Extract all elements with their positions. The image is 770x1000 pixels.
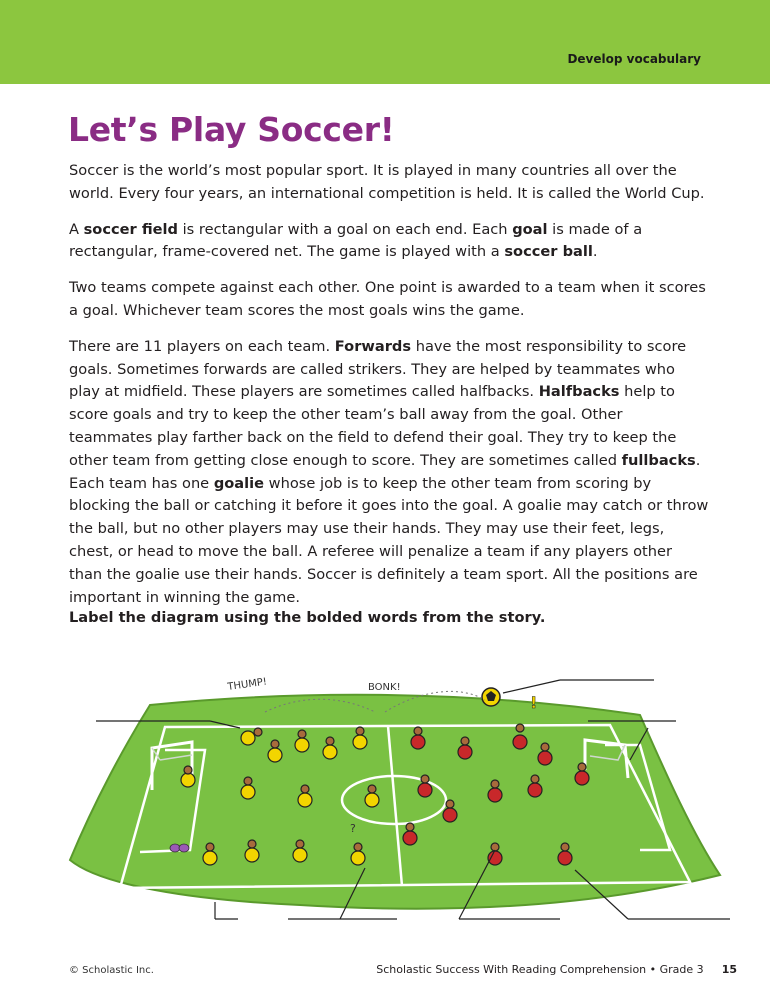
soccer-diagram	[0, 640, 770, 940]
vocab-soccer-field: soccer field	[83, 220, 178, 238]
exclamation-mark: !	[530, 693, 538, 712]
text-run: have the most responsibility to score goals. Sometimes forwards are called strikers. They are helped by teammates who play at midfield. These players are sometimes called halfbacks.	[69, 337, 687, 401]
text-run: is made of a rectangular, frame-covered net. The game is played with a	[69, 220, 643, 261]
paragraph-1: Soccer is the world’s most popular sport. It is played in many countries all over the world. Every four years, an international competition is held. It is called the World Cup.	[69, 162, 705, 202]
text-run: There are 11 players on each team.	[69, 337, 335, 355]
text-run: .	[592, 243, 598, 261]
label-pointer	[503, 680, 560, 693]
text-run: . Each team has one	[69, 451, 701, 492]
header-band	[0, 0, 770, 84]
text-run: is rectangular with a goal on each end. Each	[177, 220, 513, 238]
copyright-text: © Scholastic Inc.	[69, 965, 154, 976]
page-title: Let’s Play Soccer!	[68, 110, 395, 149]
page-number: 15	[721, 963, 737, 976]
paragraph-2	[69, 219, 709, 265]
text-run: A	[69, 220, 84, 238]
vocab-soccer-ball: soccer ball	[504, 243, 593, 261]
vocab-fullbacks: fullbacks	[621, 451, 696, 469]
series-title: Scholastic Success With Reading Comprehension • Grade 3	[376, 963, 704, 976]
vocab-halfbacks: Halfbacks	[538, 383, 620, 401]
soccer-ball-image	[482, 688, 500, 706]
vocab-goal: goal	[512, 220, 548, 238]
question-mark: ?	[350, 822, 356, 835]
instruction-text: Label the diagram using the bolded words from the story.	[69, 609, 546, 626]
sound-bonk: BONK!	[368, 682, 401, 693]
story-text	[69, 160, 709, 622]
vocab-goalie: goalie	[213, 474, 265, 492]
text-run: help to score goals and try to keep the other team’s ball away from the goal. Other teammates play farther back on the field to defend their goal. They try to keep the other team from getting close enough to score. They are sometimes called	[69, 383, 677, 469]
vocab-forwards: Forwards	[334, 337, 412, 355]
paragraph-3: Two teams compete against each other. One point is awarded to a team when it scores a goal. Whichever team scores the most goals wins the game.	[69, 279, 706, 319]
footer-series	[376, 963, 737, 976]
paragraph-4	[69, 336, 709, 610]
sound-thump: THUMP!	[226, 676, 268, 693]
text-run: whose job is to keep the other team from scoring by blocking the ball or catching it before it goes into the goal. A goalie may catch or throw the ball, but no other players may use their hands. They may use their feet, legs, chest, or head to move the ball. A referee will penalize a team if any players other than the goalie use their hands. Soccer is definitely a team sport. All the positions are important in winning the game.	[69, 474, 709, 606]
section-tag: Develop vocabulary	[567, 52, 701, 66]
